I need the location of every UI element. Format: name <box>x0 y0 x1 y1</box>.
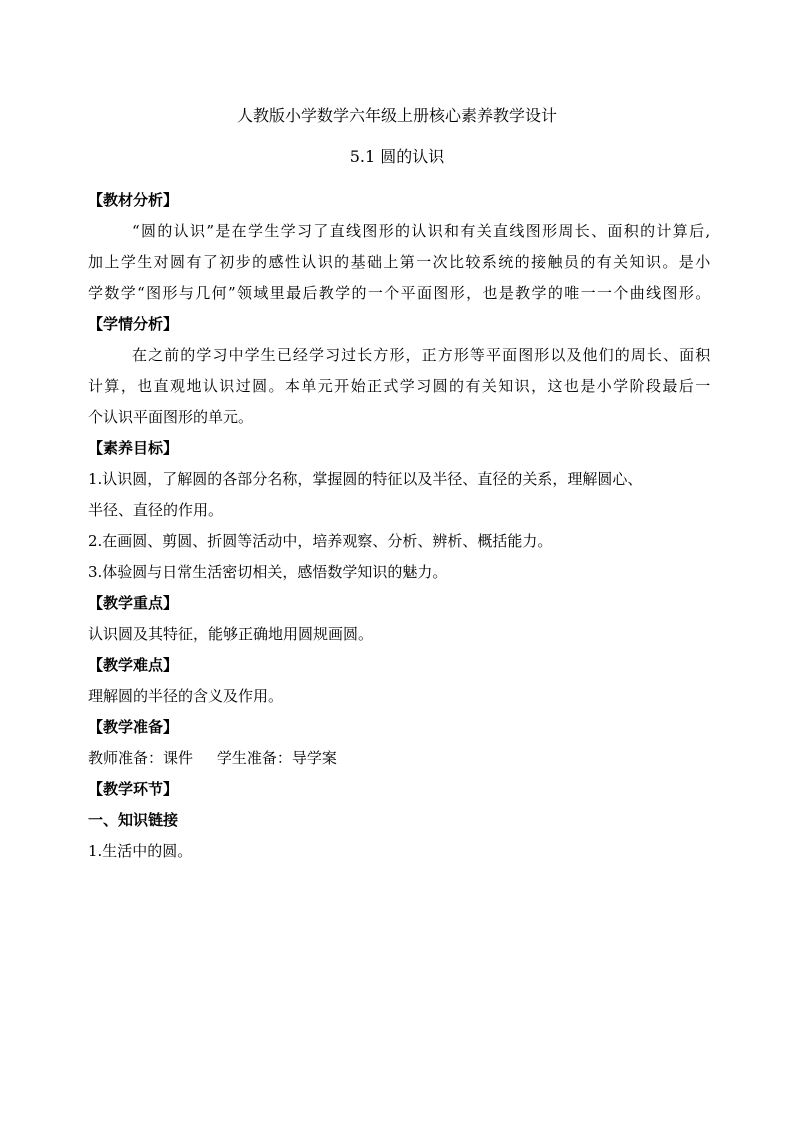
goal-item: 1.认识圆，了解圆的各部分名称，掌握圆的特征以及半径、直径的关系，理解圆心、 <box>88 470 643 488</box>
section-heading-difficult-points: 【教学难点】 <box>88 656 179 674</box>
document-title: 人教版小学数学六年级上册核心素养教学设计 <box>236 106 557 125</box>
goal-item: 3.体验圆与日常生活密切相关，感悟数学知识的魅力。 <box>88 563 448 581</box>
goal-item: 2.在画圆、剪圆、折圆等活动中，培养观察、分析、辨析、概括能力。 <box>88 532 553 550</box>
paragraph-line: 在之前的学习中学生已经学习过长方形，正方形等平面图形以及他们的周长、面积 <box>132 346 710 364</box>
section-heading-learner-analysis: 【学情分析】 <box>88 315 179 333</box>
document-body <box>88 185 710 867</box>
paragraph-line: 加上学生对圆有了初步的感性认识的基础上第一次比较系统的接触员的有关知识。是小 <box>88 253 710 271</box>
paragraph-line: “圆的认识”是在学生学习了直线图形的认识和有关直线图形周长、面积的计算后, <box>132 222 710 240</box>
paragraph-line: 学数学“图形与几何”领域里最后教学的一个平面图形，也是教学的唯一一个曲线图形。 <box>88 284 710 302</box>
subsection-heading-knowledge-link: 一、知识链接 <box>88 811 179 829</box>
difficult-point-text: 理解圆的半径的含义及作用。 <box>88 687 284 705</box>
key-point-text: 认识圆及其特征，能够正确地用圆规画圆。 <box>88 625 374 643</box>
step-item: 1.生活中的圆。 <box>88 842 193 860</box>
goal-item-continuation: 半径、直径的作用。 <box>88 501 224 519</box>
section-heading-textbook-analysis: 【教材分析】 <box>88 191 179 209</box>
section-heading-preparation: 【教学准备】 <box>88 718 179 736</box>
section-heading-teaching-steps: 【教学环节】 <box>88 780 179 798</box>
paragraph-line: 个认识平面图形的单元。 <box>88 408 254 426</box>
paragraph-line: 计算，也直观地认识过圆。本单元开始正式学习圆的有关知识，这也是小学阶段最后一 <box>88 377 710 395</box>
preparation-text: 教师准备：课件 学生准备：导学案 <box>88 749 337 767</box>
section-heading-key-points: 【教学重点】 <box>88 594 179 612</box>
document-subtitle: 5.1 圆的认识 <box>349 147 445 166</box>
section-heading-literacy-goals: 【素养目标】 <box>88 439 179 457</box>
